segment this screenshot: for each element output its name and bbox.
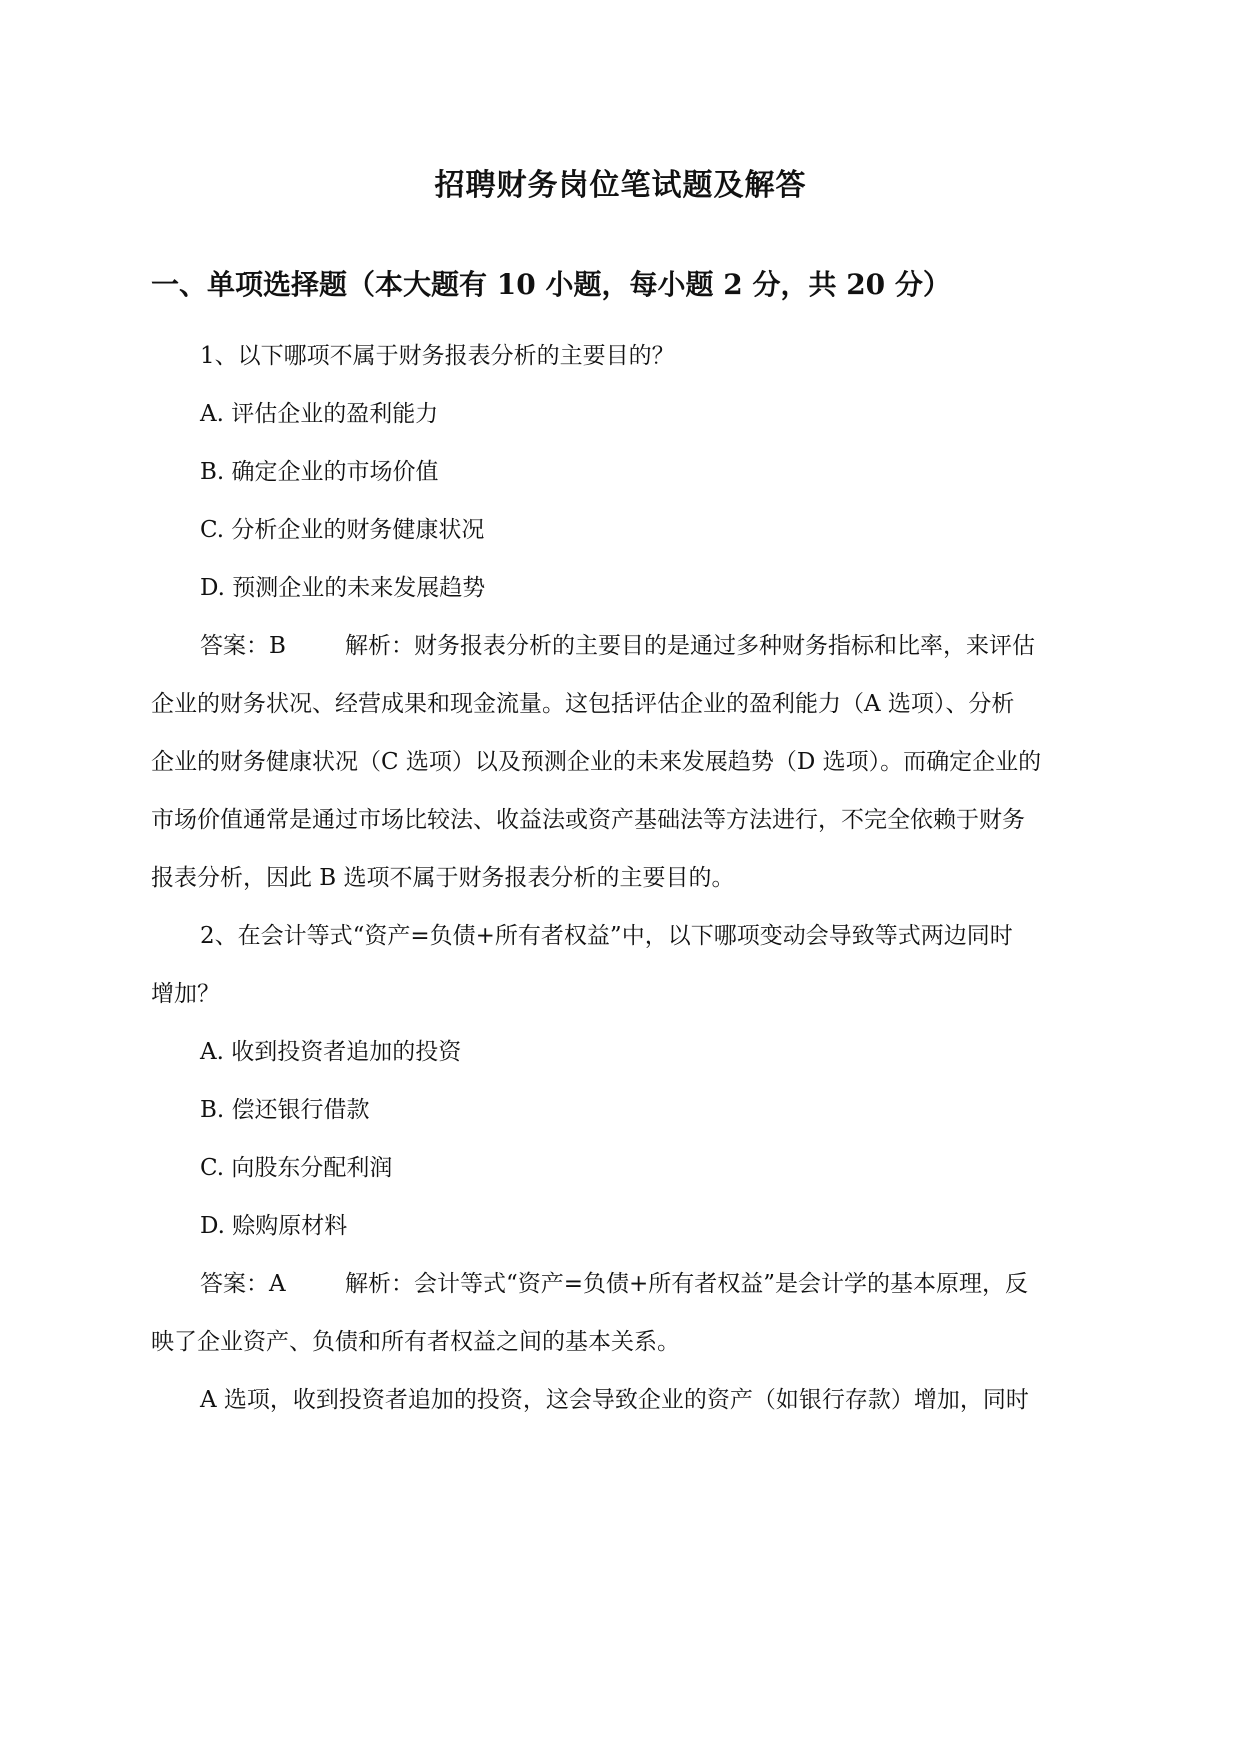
document-title: 招聘财务岗位笔试题及解答 [434,168,807,203]
question-2-option-d: D. 赊购原材料 [200,1213,348,1239]
question-1-answer: 答案：B [200,633,286,659]
question-2-option-a-analysis: A 选项，收到投资者追加的投资，这会导致企业的资产（如银行存款）增加，同时 [200,1387,1029,1413]
question-1-option-a: A. 评估企业的盈利能力 [200,401,439,427]
question-1-explanation-line-1: 解析：财务报表分析的主要目的是通过多种财务指标和比率，来评估 [345,633,1035,659]
question-1-explanation-line-4: 市场价值通常是通过市场比较法、收益法或资产基础法等方法进行，不完全依赖于财务 [151,807,1025,833]
section-heading: 一、单项选择题（本大题有 10 小题，每小题 2 分，共 20 分） [151,268,951,301]
question-1-option-b: B. 确定企业的市场价值 [200,459,439,485]
question-2-answer-line [200,1268,1028,1300]
question-2-explanation-line-1: 解析：会计等式“资产=负债+所有者权益”是会计学的基本原理，反 [345,1271,1029,1297]
question-1-answer-line [200,630,1035,662]
question-2-stem-line-1: 2、在会计等式“资产=负债+所有者权益”中，以下哪项变动会导致等式两边同时 [200,923,1013,949]
question-2-explanation-line-2: 映了企业资产、负债和所有者权益之间的基本关系。 [151,1329,680,1355]
question-2-option-b: B. 偿还银行借款 [200,1097,370,1123]
question-2-stem-line-2: 增加？ [151,981,220,1007]
question-1-option-c: C. 分析企业的财务健康状况 [200,517,485,543]
question-1-stem: 1、以下哪项不属于财务报表分析的主要目的？ [200,343,675,369]
question-1-explanation-line-5: 报表分析，因此 B 选项不属于财务报表分析的主要目的。 [151,865,735,891]
question-1-option-d: D. 预测企业的未来发展趋势 [200,575,486,601]
question-1-explanation-line-3: 企业的财务健康状况（C 选项）以及预测企业的未来发展趋势（D 选项）。而确定企业的 [151,749,1042,775]
question-2-answer: 答案：A [200,1271,286,1297]
question-2-option-c: C. 向股东分配利润 [200,1155,393,1181]
question-1-explanation-line-2: 企业的财务状况、经营成果和现金流量。这包括评估企业的盈利能力（A 选项）、分析 [151,691,1015,717]
question-2-option-a: A. 收到投资者追加的投资 [200,1039,462,1065]
